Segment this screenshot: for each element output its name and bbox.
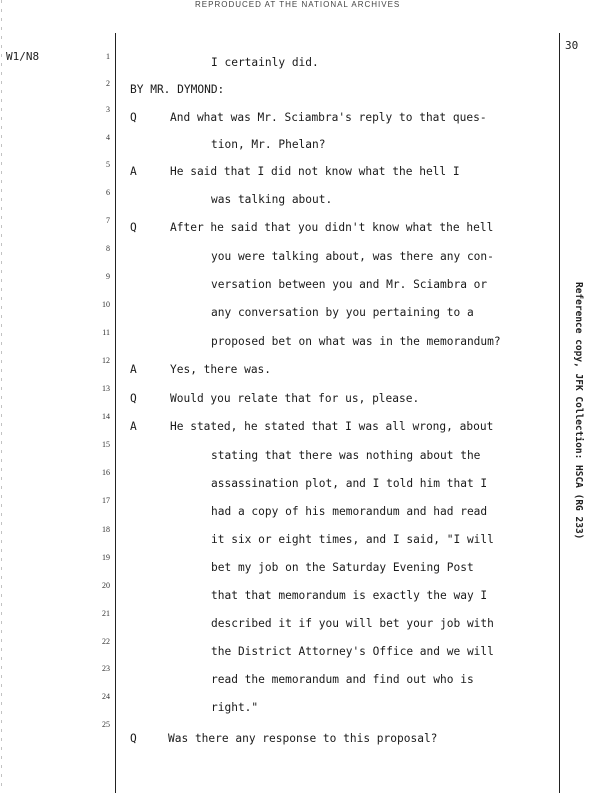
line-number: 8 <box>106 244 110 253</box>
line-number: 4 <box>106 133 110 142</box>
transcript-line: Would you relate that for us, please. <box>170 392 420 405</box>
line-number: 13 <box>102 384 110 393</box>
transcript-line: He stated, he stated that I was all wrong, about <box>170 420 494 433</box>
speaker-label: A <box>130 420 137 433</box>
line-number: 24 <box>102 692 110 701</box>
transcript-line: had a copy of his memorandum and had read <box>211 505 488 518</box>
line-number: 7 <box>106 216 110 225</box>
transcript-line: stating that there was nothing about the <box>211 449 481 462</box>
line-number: 20 <box>102 581 110 590</box>
line-number: 23 <box>102 664 110 673</box>
line-number: 19 <box>102 553 110 562</box>
speaker-label: Q <box>130 111 137 124</box>
transcript-line: I certainly did. <box>211 56 319 69</box>
transcript-line: bet my job on the Saturday Evening Post <box>211 561 474 574</box>
line-number: 11 <box>102 328 110 337</box>
scan-edge-mark <box>1 0 2 791</box>
transcript-line: He said that I did not know what the hell I <box>170 165 460 178</box>
transcript-line: BY MR. DYMOND: <box>130 83 225 96</box>
line-number: 22 <box>102 637 110 646</box>
transcript-line: it six or eight times, and I said, "I will <box>211 533 494 546</box>
transcript-line: that that memorandum is exactly the way I <box>211 589 488 602</box>
line-number: 14 <box>102 412 110 421</box>
archive-stamp: REPRODUCED AT THE NATIONAL ARCHIVES <box>195 0 401 9</box>
transcript-line: read the memorandum and find out who is <box>211 673 474 686</box>
transcript-line: you were talking about, was there any con- <box>211 250 494 263</box>
transcript-line: assassination plot, and I told him that I <box>211 477 488 490</box>
speaker-label: Q <box>130 392 137 405</box>
speaker-label: Q <box>130 732 137 745</box>
speaker-label: A <box>130 165 137 178</box>
transcript-line: versation between you and Mr. Sciambra or <box>211 278 488 291</box>
line-number: 9 <box>106 272 110 281</box>
transcript-line: Yes, there was. <box>170 363 272 376</box>
transcript-line: right." <box>211 701 259 714</box>
speaker-label: A <box>130 363 137 376</box>
transcript-line: was talking about. <box>211 193 333 206</box>
line-number: 18 <box>102 525 110 534</box>
line-number: 25 <box>102 720 110 729</box>
line-number: 5 <box>106 160 110 169</box>
transcript-line: After he said that you didn't know what the hell <box>170 221 494 234</box>
transcript-line: Was there any response to this proposal? <box>168 732 438 745</box>
line-number: 17 <box>102 496 110 505</box>
reference-copy-note: Reference copy, JFK Collection: HSCA (RG 233) <box>573 282 584 540</box>
speaker-label: Q <box>130 221 137 234</box>
line-number: 2 <box>106 79 110 88</box>
transcript-line: any conversation by you pertaining to a <box>211 306 474 319</box>
line-number: 10 <box>102 300 110 309</box>
line-number: 1 <box>106 52 110 61</box>
transcript-line: And what was Mr. Sciambra's reply to that ques- <box>170 111 487 124</box>
line-number: 21 <box>102 609 110 618</box>
side-code: W1/N8 <box>6 50 40 63</box>
line-number: 3 <box>106 105 110 114</box>
page-number: 30 <box>565 39 579 52</box>
transcript-line: described it if you will bet your job with <box>211 617 494 630</box>
line-number: 6 <box>106 188 110 197</box>
line-number: 16 <box>102 468 110 477</box>
transcript-line: tion, Mr. Phelan? <box>211 138 326 151</box>
line-number: 12 <box>102 356 110 365</box>
transcript-line: proposed bet on what was in the memorandum? <box>211 335 501 348</box>
line-number: 15 <box>102 440 110 449</box>
transcript-line: the District Attorney's Office and we will <box>211 645 494 658</box>
